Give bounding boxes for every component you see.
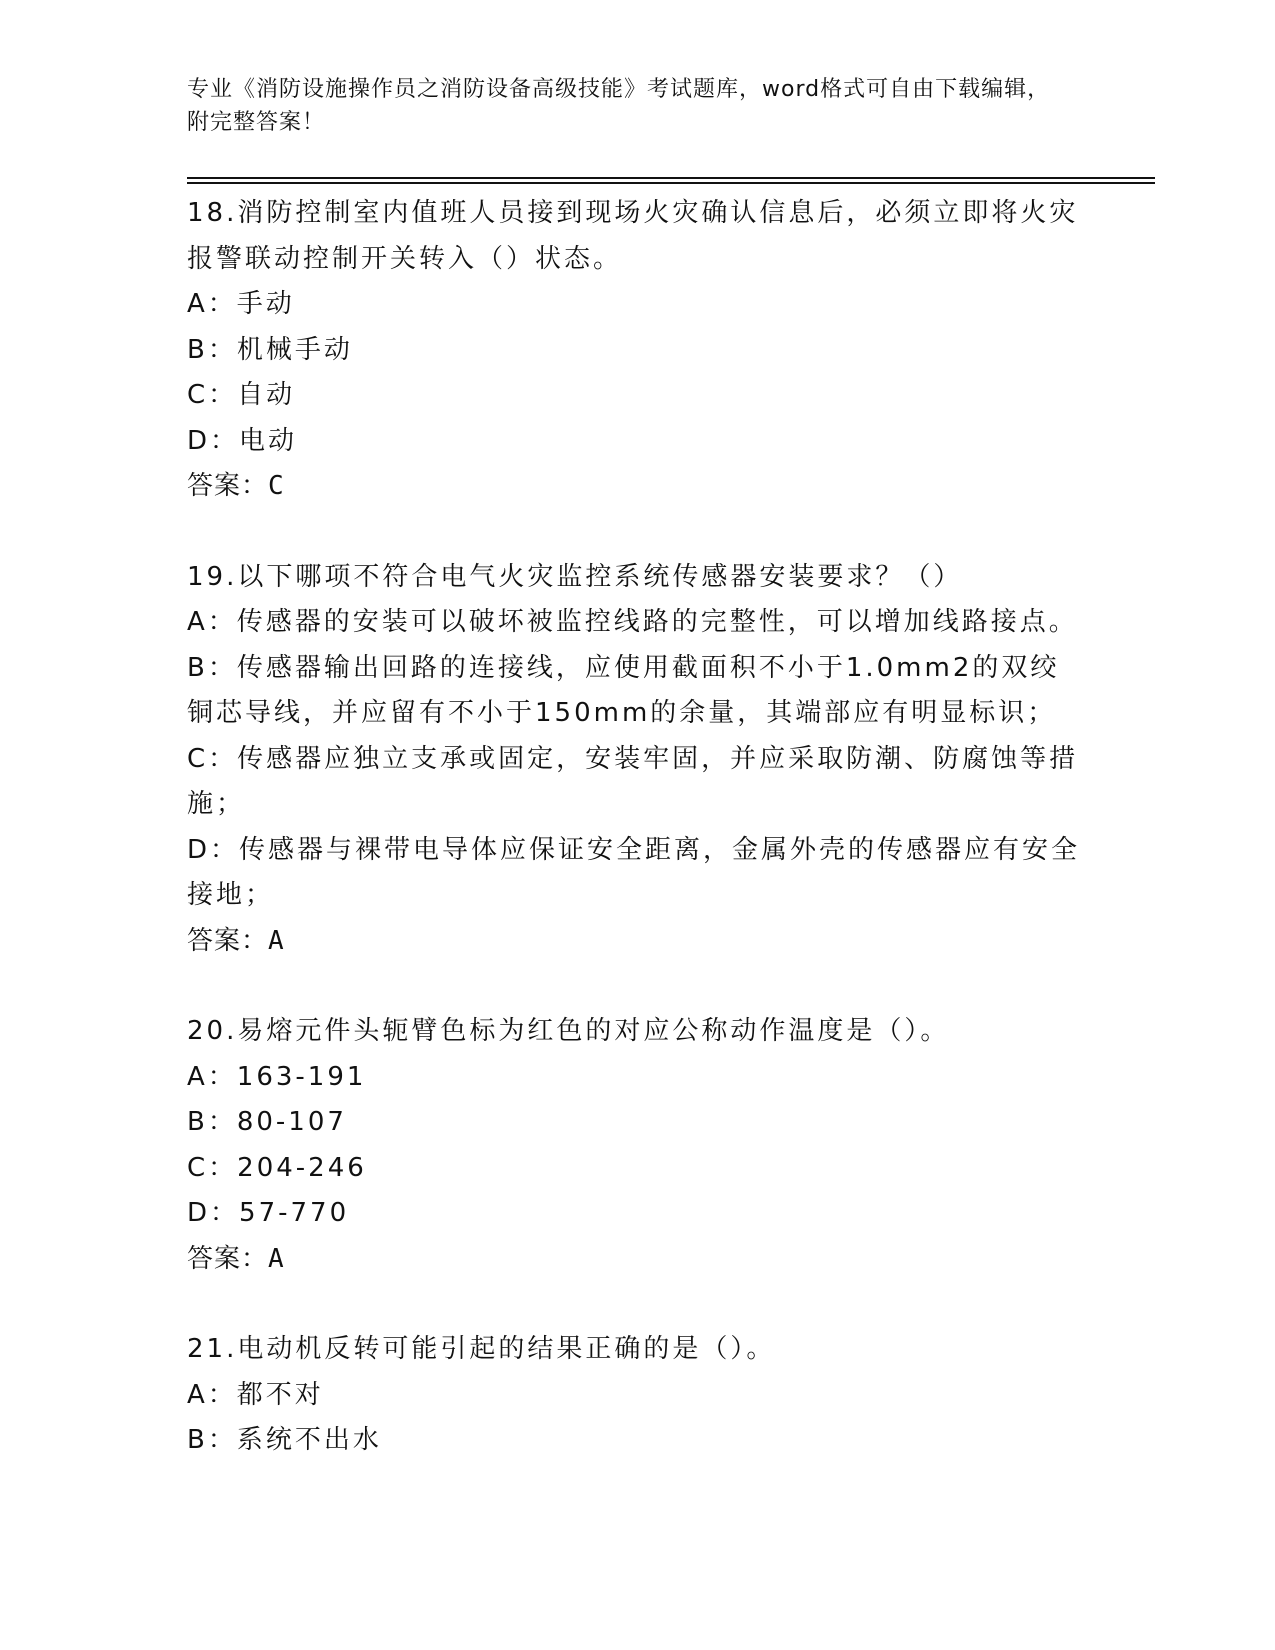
question-list	[187, 191, 1087, 1464]
option-c: C：204-246	[187, 1152, 367, 1183]
question-stem: 19.以下哪项不符合电气火灾监控系统传感器安装要求？（）	[187, 561, 963, 592]
question-19	[187, 555, 1087, 965]
question-stem: 18.消防控制室内值班人员接到现场火灾确认信息后，必须立即将火灾报警联动控制开关转入（）状态。	[187, 198, 1079, 274]
header-divider-bottom	[187, 182, 1155, 184]
question-stem: 21.电动机反转可能引起的结果正确的是（）。	[187, 1334, 776, 1364]
option-b: B：传感器输出回路的连接线，应使用截面积不小于1.0mm2的双绞铜芯导线，并应留有不小于150mm的余量，其端部应有明显标识；	[187, 652, 1060, 728]
answer-value: C	[268, 471, 284, 501]
option-a: A：都不对	[187, 1379, 324, 1410]
header-divider-top	[187, 177, 1155, 179]
answer-value: A	[268, 1243, 284, 1274]
answer-line	[187, 919, 1087, 965]
answer-label: 答案：	[187, 925, 269, 956]
option-a: A：手动	[187, 289, 295, 319]
question-21	[187, 1327, 1087, 1464]
option-b: B：80-107	[187, 1107, 347, 1137]
question-stem: 20.易熔元件头轭臂色标为红色的对应公称动作温度是（）。	[187, 1016, 950, 1046]
answer-line	[187, 1237, 1087, 1283]
answer-label: 答案：	[187, 1243, 269, 1274]
option-d: D：57-770	[187, 1198, 350, 1228]
document-header: 专业《消防设施操作员之消防设备高级技能》考试题库，word格式可自由下载编辑，附完整答案！	[187, 77, 1051, 135]
answer-line	[187, 464, 1087, 510]
option-d: D：传感器与裸带电导体应保证安全距离，金属外壳的传感器应有安全接地；	[187, 834, 1081, 910]
question-20	[187, 1009, 1087, 1282]
option-c: C：传感器应独立支承或固定，安装牢固，并应采取防潮、防腐蚀等措施；	[187, 743, 1079, 819]
option-d: D：电动	[187, 425, 298, 456]
option-b: B：系统不出水	[187, 1425, 382, 1455]
question-18	[187, 191, 1087, 510]
answer-label: 答案：	[187, 471, 269, 501]
option-b: B：机械手动	[187, 334, 353, 365]
option-c: C：自动	[187, 380, 296, 410]
option-a: A：传感器的安装可以破坏被监控线路的完整性，可以增加线路接点。	[187, 607, 1078, 637]
answer-value: A	[268, 925, 284, 956]
option-a: A：163-191	[187, 1061, 367, 1092]
